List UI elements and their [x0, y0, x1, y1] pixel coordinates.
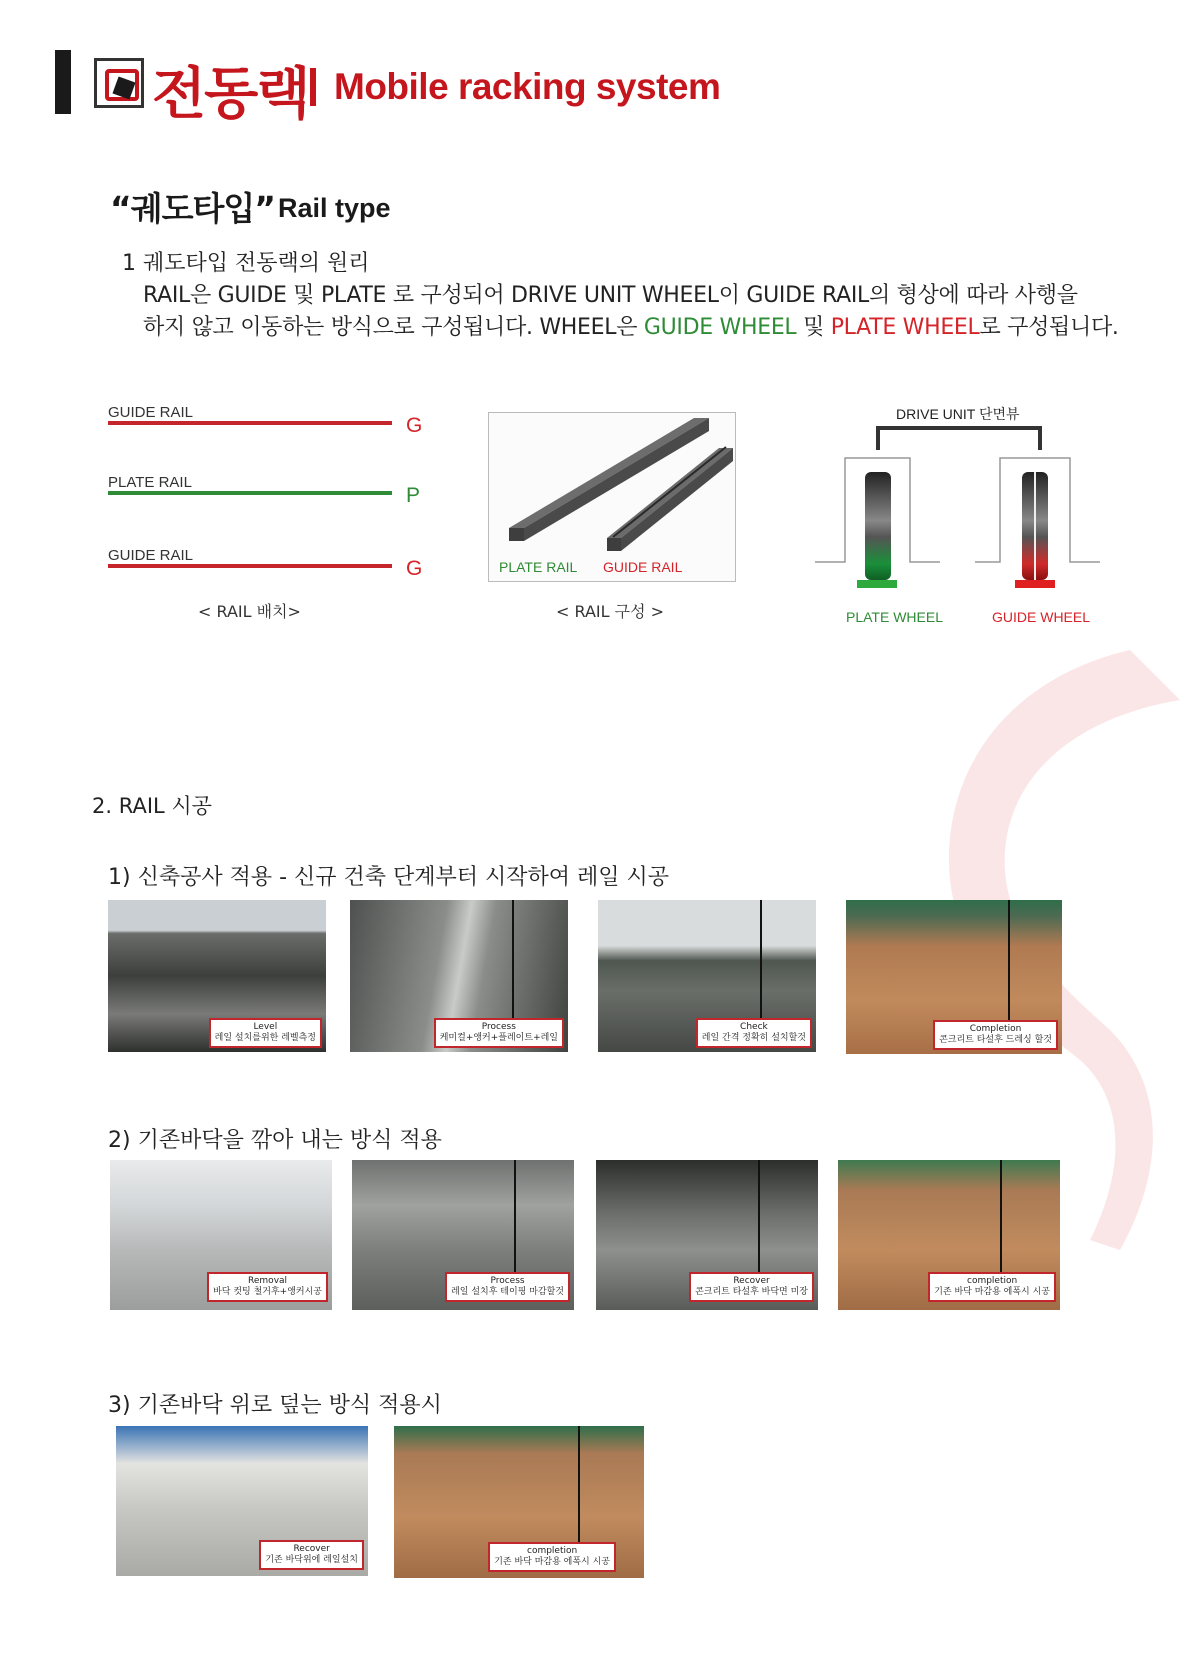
photo-completion-2 [838, 1160, 1060, 1310]
guide-wheel-label: GUIDE WHEEL [992, 609, 1091, 625]
guide-rail-line-bottom [108, 564, 392, 568]
photo-recover-2 [116, 1426, 368, 1576]
rail-construction-figure [488, 412, 736, 582]
section-title-kr: “궤도타입” [110, 189, 275, 228]
photo-level [108, 900, 326, 1052]
photo-label-recover-2: Recover 기존 바닥위에 레일설치 [259, 1540, 364, 1570]
plate-wheel-label: PLATE WHEEL [846, 609, 943, 625]
header-separator [310, 68, 316, 106]
construction-heading: 2. RAIL 시공 [92, 794, 212, 818]
guide-rail-line-top [108, 421, 392, 425]
photo-label-completion-1: Completion 콘크리트 타설후 드레싱 할것 [933, 1020, 1058, 1050]
rail-letter-p: P [406, 484, 421, 507]
rail-bars-illustration [489, 413, 735, 581]
company-logo [94, 58, 144, 108]
rail-label-guide-bottom: GUIDE RAIL [108, 547, 194, 564]
header-title-kr: 전동랙 [152, 62, 309, 127]
guide-rail-label: GUIDE RAIL [603, 559, 683, 575]
principle-heading: 1 궤도타입 전동랙의 원리 [122, 251, 370, 276]
rail-layout-caption: < RAIL 배치> [198, 602, 301, 621]
photo-process-1 [350, 900, 568, 1052]
principle-line-2: 하지 않고 이동하는 방식으로 구성됩니다. WHEEL은 GUIDE WHEEL 및 PLATE WHEEL로 구성됩니다. [143, 315, 1119, 340]
photo-label-level: Level 레일 설치를위한 레벨측정 [209, 1018, 322, 1048]
photo-label-completion-2: completion 기존 바닥 마감용 에폭시 시공 [928, 1272, 1056, 1302]
drive-unit-diagram [815, 420, 1105, 590]
group-1-title: 1) 신축공사 적용 - 신규 건축 단계부터 시작하여 레일 시공 [108, 865, 670, 890]
photo-process-2 [352, 1160, 574, 1310]
group-2-title: 2) 기존바닥을 깎아 내는 방식 적용 [108, 1128, 442, 1153]
photo-completion-3 [394, 1426, 644, 1578]
photo-recover-1 [596, 1160, 818, 1310]
rail-label-plate: PLATE RAIL [108, 474, 192, 491]
photo-label-check: Check 레일 간격 정확히 설치할것 [696, 1018, 812, 1048]
photo-label-recover-1: Recover 콘크리트 타설후 바닥면 미장 [689, 1272, 814, 1302]
guide-wheel-highlight: GUIDE WHEEL [643, 315, 797, 340]
rail-letter-g-top: G [406, 414, 423, 437]
drive-unit-title: DRIVE UNIT 단면뷰 [896, 406, 1020, 422]
principle-line-1: RAIL은 GUIDE 및 PLATE 로 구성되어 DRIVE UNIT WHEEL이 GUIDE RAIL의 형상에 따라 사행을 [143, 283, 1078, 308]
rail-letter-g-bottom: G [406, 557, 423, 580]
photo-check [598, 900, 816, 1052]
photo-label-removal: Removal 바닥 컷팅 철거후+앵커시공 [207, 1272, 328, 1302]
photo-label-completion-3: completion 기존 바닥 마감용 에폭시 시공 [488, 1542, 616, 1572]
plate-rail-line [108, 491, 392, 495]
header-accent-bar [55, 50, 71, 114]
photo-label-process-1: Process 케미컬+앵커+플레이트+레일 [434, 1018, 564, 1048]
group-3-title: 3) 기존바닥 위로 덮는 방식 적용시 [108, 1393, 442, 1418]
photo-removal [110, 1160, 332, 1310]
rail-construction-caption: < RAIL 구성 > [556, 602, 665, 621]
photo-completion-1 [846, 900, 1062, 1054]
plate-rail-label: PLATE RAIL [499, 559, 578, 575]
section-title-en: Rail type [278, 193, 391, 223]
photo-label-process-2: Process 레일 설치후 테이핑 마감할것 [445, 1272, 570, 1302]
rail-label-guide-top: GUIDE RAIL [108, 404, 194, 421]
header-title-en: Mobile racking system [334, 66, 721, 107]
plate-wheel-highlight: PLATE WHEEL [830, 315, 980, 340]
